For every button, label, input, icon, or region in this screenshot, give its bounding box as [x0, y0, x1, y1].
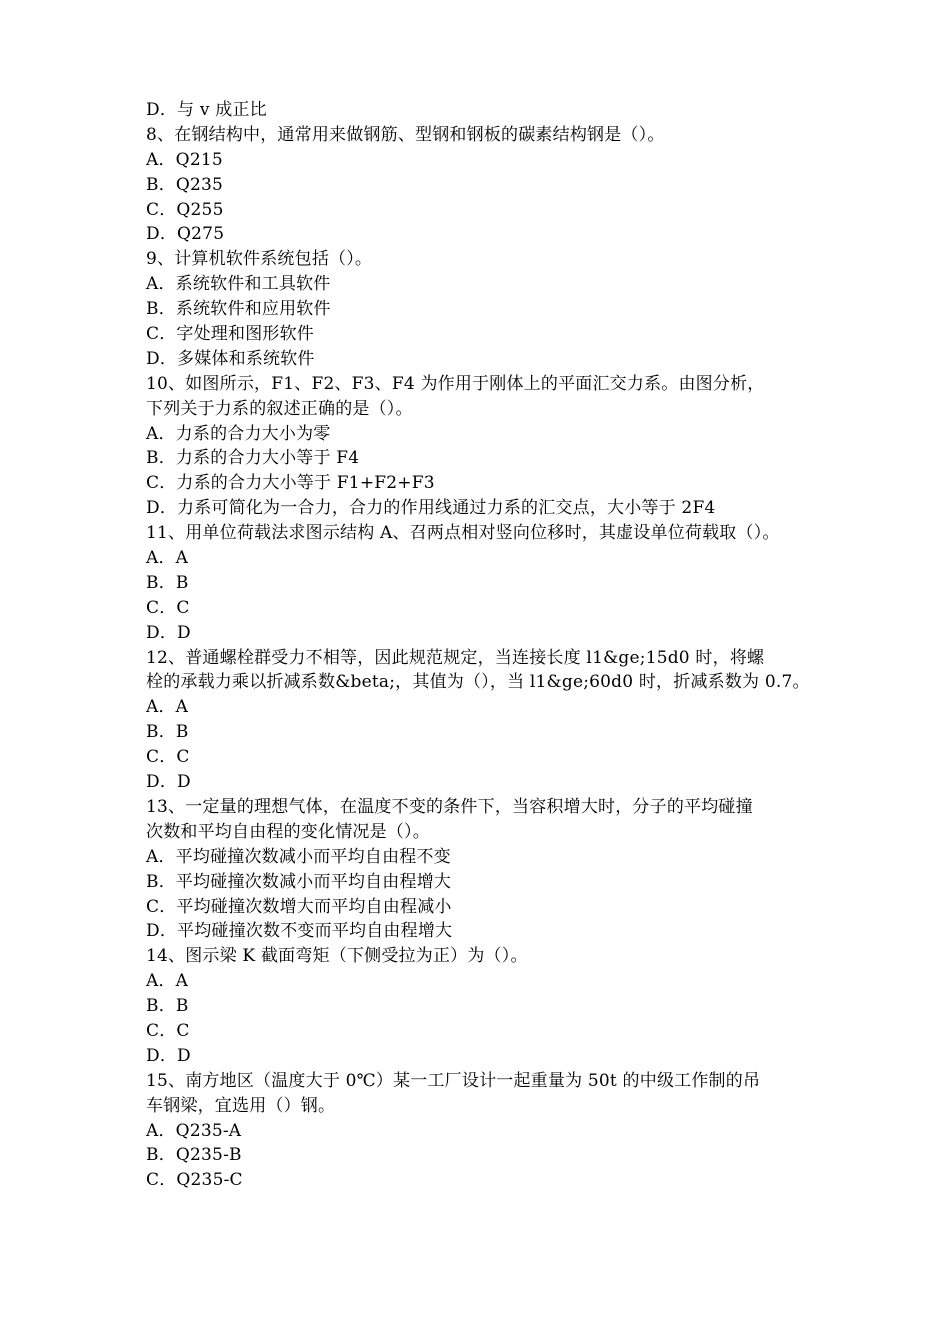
text-line: C．力系的合力大小等于 F1+F2+F3: [146, 473, 435, 494]
text-line: A．A: [146, 697, 189, 718]
document-page: [146, 98, 816, 1193]
text-line: 栓的承载力乘以折减系数&beta;，其值为（），当 l1&ge;60d0 时，折减系数为 0.7。: [146, 672, 810, 693]
text-line: A．Q235-A: [146, 1120, 242, 1141]
text-line: 14、图示梁 K 截面弯矩（下侧受拉为正）为（）。: [146, 946, 528, 967]
text-line: B．系统软件和应用软件: [146, 299, 331, 320]
text-line: B．B: [146, 572, 189, 593]
text-line: A．系统软件和工具软件: [146, 274, 331, 295]
text-line: 12、普通螺栓群受力不相等，因此规范规定，当连接长度 l1&ge;15d0 时，将螺: [146, 647, 765, 668]
text-line: 下列关于力系的叙述正确的是（）。: [146, 398, 413, 419]
text-line: D．D: [146, 772, 191, 793]
text-line: B．B: [146, 996, 189, 1017]
text-line: D．D: [146, 622, 191, 643]
text-line: C．C: [146, 747, 190, 768]
text-line: 8、在钢结构中，通常用来做钢筋、型钢和钢板的碳素结构钢是（）。: [146, 124, 665, 145]
text-line: C．字处理和图形软件: [146, 324, 315, 345]
text-line: B．平均碰撞次数减小而平均自由程增大: [146, 871, 452, 892]
text-line: B．Q235: [146, 174, 224, 195]
text-line: D．与 v 成正比: [146, 100, 267, 120]
text-line: 车钢梁，宜选用（）钢。: [146, 1095, 336, 1116]
text-line: B．B: [146, 722, 189, 743]
text-line: 13、一定量的理想气体，在温度不变的条件下，当容积增大时，分子的平均碰撞: [146, 796, 753, 817]
text-line: C．Q255: [146, 199, 224, 220]
text-line: A．A: [146, 548, 189, 569]
text-line: 11、用单位荷载法求图示结构 A、召两点相对竖向位移时，其虚设单位荷载取（）。: [146, 523, 780, 544]
text-line: 10、如图所示，F1、F2、F3、F4 为作用于刚体上的平面汇交力系。由图分析，: [146, 373, 765, 394]
text-line: 15、南方地区（温度大于 0℃）某一工厂设计一起重量为 50t 的中级工作制的吊: [146, 1070, 761, 1091]
text-line: 9、计算机软件系统包括（）。: [146, 249, 373, 270]
text-line: B．Q235-B: [146, 1145, 242, 1166]
text-line: A．Q215: [146, 149, 223, 170]
text-line: D．多媒体和系统软件: [146, 348, 315, 369]
text-line: C．Q235-C: [146, 1170, 243, 1191]
text-line: D．力系可简化为一合力，合力的作用线通过力系的汇交点，大小等于 2F4: [146, 498, 716, 519]
text-line: C．平均碰撞次数增大而平均自由程减小: [146, 896, 452, 917]
text-line: A．力系的合力大小为零: [146, 423, 331, 444]
text-line: D．Q275: [146, 224, 225, 245]
text-line: D．平均碰撞次数不变而平均自由程增大: [146, 921, 453, 942]
text-line: A．A: [146, 971, 189, 992]
text-line: C．C: [146, 1020, 190, 1041]
text-line: C．C: [146, 597, 190, 618]
text-line: D．D: [146, 1045, 191, 1066]
text-line: B．力系的合力大小等于 F4: [146, 448, 360, 469]
text-line: 次数和平均自由程的变化情况是（）。: [146, 821, 430, 842]
text-line: A．平均碰撞次数减小而平均自由程不变: [146, 846, 451, 867]
